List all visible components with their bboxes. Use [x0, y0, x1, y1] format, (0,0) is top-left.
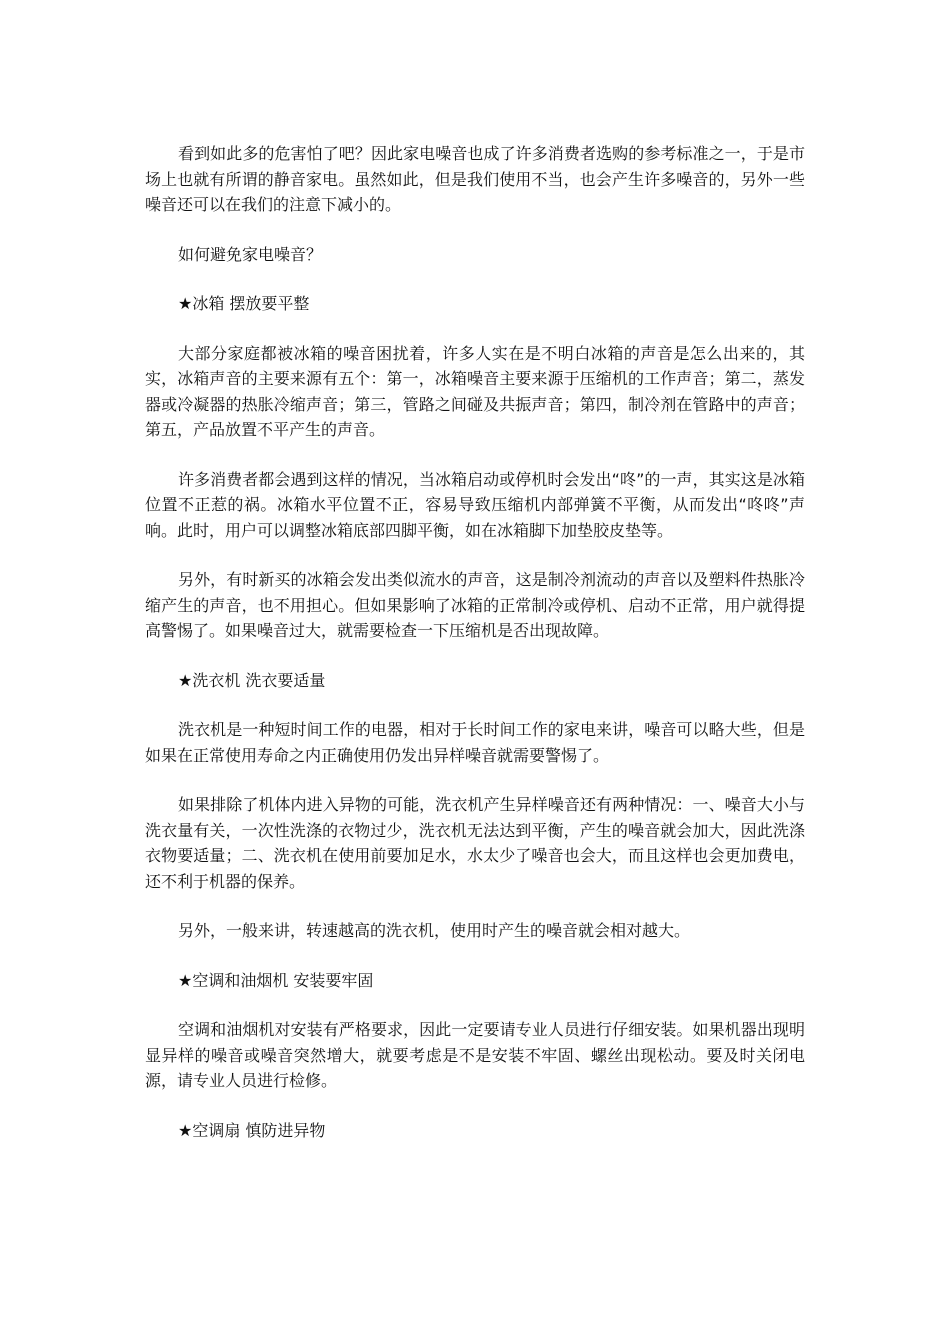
ac-hood-heading: ★空调和油烟机 安装要牢固: [178, 970, 374, 990]
washer-paragraph-1: 洗衣机是一种短时间工作的电器，相对于长时间工作的家电来讲，噪音可以略大些，但是如果在正常使用寿命之内正确使用仍发出异样噪音就需要警惕了。: [145, 720, 805, 765]
document-body: [145, 141, 805, 1143]
fridge-paragraph-2: 许多消费者都会遇到这样的情况，当冰箱启动或停机时会发出“咚”的一声，其实这是冰箱位置不正惹的祸。冰箱水平位置不正，容易导致压缩机内部弹簧不平衡，从而发出“咚咚”声响。此时，用户可以调整冰箱底部四脚平衡，如在冰箱脚下加垫胶皮垫等。: [145, 469, 805, 540]
washer-paragraph-3: 另外，一般来讲，转速越高的洗衣机，使用时产生的噪音就会相对越大。: [178, 921, 691, 940]
ac-fan-heading: ★空调扇 慎防进异物: [178, 1120, 326, 1140]
fridge-paragraph-3: 另外，有时新买的冰箱会发出类似流水的声音，这是制冷剂流动的声音以及塑料件热胀冷缩产生的声音，也不用担心。但如果影响了冰箱的正常制冷或停机、启动不正常，用户就得提高警惕了。如果噪音过大，就需要检查一下压缩机是否出现故障。: [145, 570, 805, 640]
intro-paragraph: 看到如此多的危害怕了吧？因此家电噪音也成了许多消费者选购的参考标准之一，于是市场上也就有所谓的静音家电。虽然如此，但是我们使用不当，也会产生许多噪音的，另外一些噪音还可以在我们的注意下减小的。: [145, 144, 805, 214]
fridge-paragraph-1: 大部分家庭都被冰箱的噪音困扰着，许多人实在是不明白冰箱的声音是怎么出来的，其实，冰箱声音的主要来源有五个：第一，冰箱噪音主要来源于压缩机的工作声音；第二，蒸发器或冷凝器的热胀冷缩声音；第三，管路之间碰及共振声音；第四，制冷剂在管路中的声音；第五，产品放置不平产生的声音。: [145, 343, 805, 439]
washer-paragraph-2: 如果排除了机体内进入异物的可能，洗衣机产生异样噪音还有两种情况：一、噪音大小与洗衣量有关，一次性洗涤的衣物过少，洗衣机无法达到平衡，产生的噪音就会加大，因此洗涤衣物要适量；二、洗衣机在使用前要加足水，水太少了噪音也会大，而且这样也会更加费电，还不利于机器的保养。: [145, 795, 805, 891]
section-question-heading: 如何避免家电噪音？: [178, 244, 323, 264]
fridge-heading: ★冰箱 摆放要平整: [178, 294, 310, 313]
ac-hood-paragraph: 空调和油烟机对安装有严格要求，因此一定要请专业人员进行仔细安装。如果机器出现明显异样的噪音或噪音突然增大，就要考虑是不是安装不牢固、螺丝出现松动。要及时关闭电源，请专业人员进行检修。: [145, 1020, 805, 1090]
washer-heading: ★洗衣机 洗衣要适量: [178, 670, 326, 690]
